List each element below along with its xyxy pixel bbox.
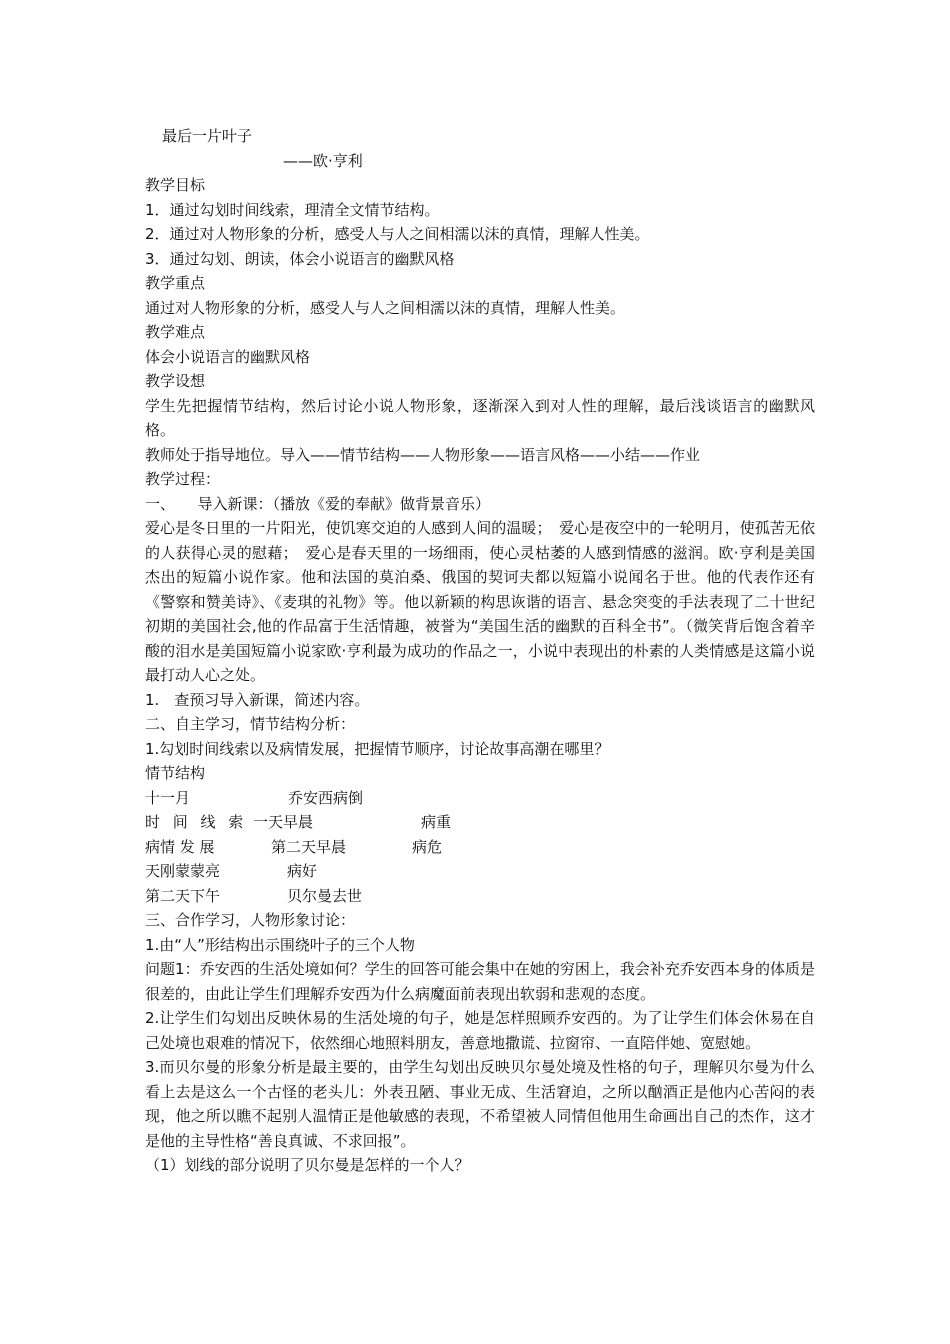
intro-paragraph: 爱心是冬日里的一片阳光，使饥寒交迫的人感到人间的温暖； 爱心是夜空中的一轮明月，使孤苦无依的人获得心灵的慰藉； 爱心是春天里的一场细雨，使心灵枯萎的人感到情感的滋润。欧·亨利是美国杰出的短篇小说作家。他和法国的莫泊桑、俄国的契诃夫都以短篇小说闻名于世。他的代表作还有《警察和赞美诗》、《麦琪的礼物》等。他以新颖的构思诙谐的语言、悬念突变的手法表现了二十世纪初期的美国社会,他的作品富于生活情趣，被誉为“美国生活的幽默的百科全书”。（微笑背后饱含着辛酸的泪水是美国短篇小说家欧·亨利最为成功的作品之一，小说中表现出的朴素的人类情感是这篇小说最打动人心之处。 — [145, 519, 815, 684]
step3-question: 1.由“人”形结构出示围绕叶子的三个人物 — [145, 935, 415, 954]
difficulty-text: 体会小说语言的幽默风格 — [145, 347, 311, 366]
plot-cell: 乔安西病倒 — [288, 788, 364, 807]
doc-author: ——欧·亨利 — [283, 151, 363, 170]
plot-cell: 第二天下午 — [145, 886, 221, 905]
difficulty-heading: 教学难点 — [145, 323, 206, 341]
plot-cell: 贝尔曼去世 — [287, 886, 363, 905]
document-body — [145, 124, 815, 1178]
plot-cell: 病危 — [412, 837, 443, 856]
teacher-line: 教师处于指导地位。导入——情节结构——人物形象——语言风格——小结——作业 — [145, 445, 701, 464]
plot-cell: 第二天早晨 — [271, 837, 347, 856]
step1-heading: 一、 导入新课：（播放《爱的奉献》做背景音乐） — [145, 494, 491, 513]
plot-cell: 病情 发 展 — [145, 837, 215, 856]
step3-heading: 三、合作学习，人物形象讨论： — [145, 911, 356, 929]
step2-heading: 二、自主学习，情节结构分析： — [145, 715, 356, 733]
item2-paragraph: 2.让学生们勾划出反映休易的生活处境的句子，她是怎样照顾乔安西的。为了让学生们体会休易在自己处境也艰难的情况下，依然细心地照料朋友，善意地撒谎、拉窗帘、一直陪伴她、宽慰她。 — [145, 1009, 815, 1052]
design-heading: 教学设想 — [145, 372, 206, 390]
preview-line: 1. 查预习导入新课，简述内容。 — [145, 690, 370, 709]
goal-item: 2．通过对人物形象的分析，感受人与人之间相濡以沫的真情，理解人性美。 — [145, 225, 650, 243]
key-heading: 教学重点 — [145, 274, 206, 292]
plot-cell: 一天早晨 — [253, 813, 314, 831]
plot-cell: 时 间 线 索 — [145, 813, 248, 831]
plot-row — [145, 859, 815, 884]
key-text: 通过对人物形象的分析，感受人与人之间相濡以沫的真情，理解人性美。 — [145, 298, 626, 317]
item3-paragraph: 3.而贝尔曼的形象分析是最主要的，由学生勾划出反映贝尔曼处境及性格的句子，理解贝尔曼为什么看上去是这么一个古怪的老头儿：外表丑陋、事业无成、生活窘迫，之所以酗酒正是他内心苦闷的表现，他之所以瞧不起别人温情正是他敏感的表现，不希望被人同情但他用生命画出自己的杰作，这才是他的主导性格“善良真诚、不求回报”。 — [145, 1058, 815, 1150]
plot-row — [145, 835, 815, 860]
goals-heading: 教学目标 — [145, 176, 206, 194]
plot-row — [145, 810, 815, 835]
question1-paragraph: 问题1：乔安西的生活处境如何？学生的回答可能会集中在她的穷困上，我会补充乔安西本身的体质是很差的，由此让学生们理解乔安西为什么病魔面前表现出软弱和悲观的态度。 — [145, 960, 815, 1003]
goal-item: 3．通过勾划、朗读，体会小说语言的幽默风格 — [145, 249, 455, 268]
step2-question: 1.勾划时间线索以及病情发展，把握情节顺序，讨论故事高潮在哪里？ — [145, 739, 610, 758]
plot-row — [145, 786, 815, 811]
design-text: 学生先把握情节结构，然后讨论小说人物形象，逐渐深入到对人性的理解，最后浅谈语言的幽默风格。 — [145, 396, 815, 439]
plot-cell: 病重 — [421, 813, 452, 831]
plot-row — [145, 884, 815, 909]
sub-question: （1）划线的部分说明了贝尔曼是怎样的一个人？ — [145, 1156, 470, 1174]
plot-heading: 情节结构 — [145, 764, 206, 782]
goal-item: 1．通过勾划时间线索，理清全文情节结构。 — [145, 200, 440, 219]
plot-cell: 病好 — [287, 862, 318, 880]
doc-title: 最后一片叶子 — [162, 127, 253, 145]
plot-cell: 天刚蒙蒙亮 — [145, 862, 221, 880]
plot-cell: 十一月 — [145, 788, 191, 807]
process-heading: 教学过程： — [145, 470, 221, 488]
